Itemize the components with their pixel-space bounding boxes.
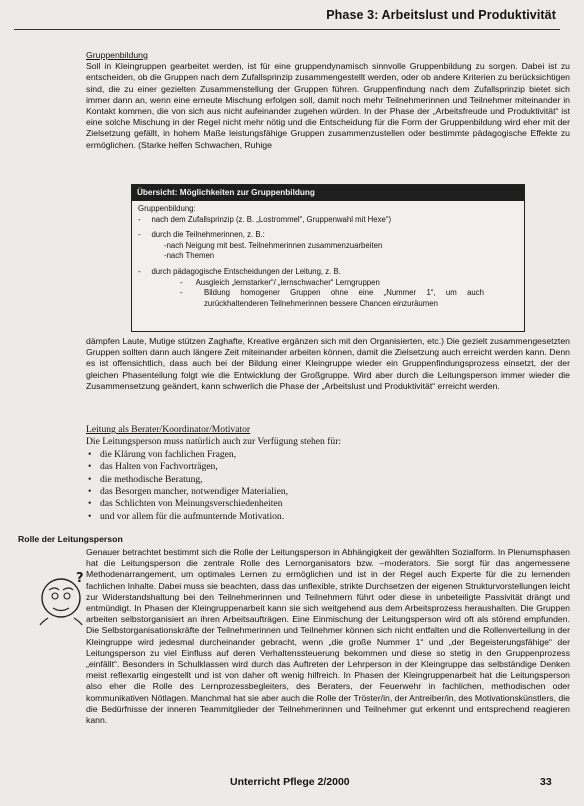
- overview-subitem-text: Ausgleich „lernstarker“/ „lernschwacher“ Lerngruppen: [195, 277, 380, 287]
- footer-publication: Unterricht Pflege 2/2000: [230, 776, 350, 788]
- list-item: • und vor allem für die aufmunternde Motivation.: [86, 511, 570, 523]
- overview-subitem: - Ausgleich „lernstarker“/ „lernschwacher“ Lerngruppen: [180, 277, 380, 287]
- leitung-bullet-list: [86, 449, 570, 523]
- overview-item-text: durch pädagogische Entscheidungen der Leitung, z. B.: [151, 266, 341, 276]
- section-leitung: [86, 424, 570, 523]
- overview-subitem-text: Bildung homogener Gruppen ohne eine „Nummer 1“, um auch zurückhaltenderen Teilnehmerinnen bessere Chancen einzuräumen: [204, 288, 484, 308]
- overview-subitem: -nach Themen: [164, 251, 215, 261]
- rolle-text: Genauer betrachtet bestimmt sich die Rolle der Leitungsperson in Abhängigkeit der gewählten Sozialform. In Plenumsphasen hat die Leitungsperson die zentrale Rolle des Lernorganisators bzw. –moderators. Sie sorgt für das angemessene Methodenarrangement, um optimales Lernen zu ermöglichen und ist in der Regel auch Experte für die zu lernenden fachlichen Inhalte. Dabei muss sie beachten, dass das unflexible, strikte Durchsetzen der eigenen Strukturvorstellungen leicht zur Widerstandshaltung bei den Teilnehmerinnen und Teilnehmern führt oder diese in unbeteiligte Passivität drängt und entmündigt. In Phasen der Kleingruppenarbeit kann sie sich weitgehend aus dem Arbeitsprozess heraushalten. Die Gruppen arbeiten selbstorganisiert an ihren Arbeitsaufträgen. Eine Einmischung der Leitungsperson wird oft als störend empfunden. Die Selbstorganisationskräfte der Teilnehmerinnen und Teilnehmer können sich nicht entfalten und die Rollenverteilung in der Kleingruppe wird jedesmal durcheinander gebracht, wenn „die große Nummer 1“ und „der Begeisterungsfähige“ der Leitungsperson zu viel Einfluss auf deren Verhaltenssteuerung bekommen und diese so stetig in den Gruppenprozess „einfällt“. Besonders in Schulklassen wird durch das Auftreten der Lehrperson in der Kleingruppe das selbständige Denken meist reflexartig eingestellt und ist von daher oft wenig hilfreich. In Phasen der Kleingruppenarbeit hat die Leitungsperson also eher die Rolle des Lernprozessbegleiters, des Beraters, der Feuerwehr in fachlichen, methodischen oder kommunikativen Nötlagen. Manchmal hat sie aber auch die Rolle der Tröster/in, der Antreiber/in, des Motivationskünstlers, die die Bedürfnisse der inneren Teammitglieder der Teilnehmerinnen und Teilnehmer gut erkennt und entsprechend reagieren kann.: [86, 547, 570, 726]
- overview-item-text: durch die Teilnehmerinnen, z. B.:: [151, 230, 265, 240]
- overview-item: - durch die Teilnehmerinnen, z. B.:: [138, 230, 265, 240]
- overview-subitem: -nach Neigung mit best. Teilnehmerinnen zusammenzuarbeiten: [164, 240, 383, 250]
- list-item: • die Klärung von fachlichen Fragen,: [86, 449, 570, 461]
- svg-text:?: ?: [76, 571, 84, 586]
- list-item: • das Besorgen mancher, notwendiger Materialien,: [86, 486, 570, 498]
- leitung-heading: Leitung als Berater/Koordinator/Motivator: [86, 424, 251, 435]
- footer-page-number: 33: [540, 776, 552, 788]
- header-rule: [14, 29, 560, 30]
- rolle-side-heading: Rolle der Leitungsperson: [18, 534, 123, 544]
- list-item: • das Halten von Fachvorträgen,: [86, 461, 570, 473]
- overview-item: - durch pädagogische Entscheidungen der Leitung, z. B.: [138, 266, 341, 276]
- continuation-text: dämpfen Laute, Mutige stützen Zaghafte, Kreative ergänzen sich mit den Organisierten, etc.) Die gezielt zusammengesetzten Gruppen sollten dann auch längere Zeit miteinander arbeiten können, damit die Zielsetzung auch erreicht werden kann. Denn es ist offensichtlich, dass auch bei der Bildung einer Kleingruppe wieder ein Gruppenfindungsprozess einsetzt, der der gleichen Phasenteilung folgt wie die Entwicklung der Großgruppe. Wird aber durch die Leitungsperson immer wieder die Zusammensetzung geändert, kann schwerlich die Phase der „Arbeitslust und Produktivität“ erreicht werden.: [86, 336, 570, 391]
- overview-item-text: nach dem Zufallsprinzip (z. B. „Lostrommel“, Gruppenwahl mit Hexe“): [151, 214, 392, 224]
- overview-intro: Gruppenbildung:: [138, 204, 196, 213]
- section-continuation: [86, 336, 570, 392]
- overview-title: Übersicht: Möglichkeiten zur Gruppenbildung: [132, 185, 524, 201]
- face-question-icon: [36, 568, 88, 626]
- leitung-intro: Die Leitungsperson muss natürlich auch zur Verfügung stehen für:: [86, 436, 342, 448]
- page-header: Phase 3: Arbeitslust und Produktivität: [326, 8, 556, 22]
- gruppenbildung-heading: Gruppenbildung: [86, 50, 148, 60]
- overview-subitem: - Bildung homogener Gruppen ohne eine „Nummer 1“, um auch zurückhaltenderen Teilnehmerinnen bessere Chancen einzuräumen: [180, 288, 484, 308]
- list-item: • das Schlichten von Meinungsverschiedenheiten: [86, 498, 570, 510]
- overview-item: - nach dem Zufallsprinzip (z. B. „Lostrommel“, Gruppenwahl mit Hexe“): [138, 214, 392, 224]
- section-rolle: [86, 547, 570, 726]
- gruppenbildung-text: Soll in Kleingruppen gearbeitet werden, ist für eine gruppendynamisch sinnvolle Gruppenbildung zu sorgen. Dabei ist zu entscheiden, ob die Gruppen nach dem Zufallsprinzip zusammengestellt werden, oder ob andere Kriterien zu berücksichtigen sind, die zu einer gezielten Zusammenstellung der Gruppen führen. Gruppenfindung nach dem Zufallsprinzip bietet sich immer dann an, wenn eine erneute Mischung erfolgen soll, damit noch mehr Teilnehmerinnen und Teilnehmer miteinander in Kontakt kommen, die von sich aus nicht aufeinander zugehen würden. In der Phase der „Arbeitsfreude und Produktivität“ ist eine solche Mischung in der Regel nicht mehr nötig und die Entscheidung für die Form der Gruppenbildung wird eher mit der Zielsetzung gefällt, in hohem Maße leistungsfähige Gruppen zusammenzustellen oder bestimmte pädagogische Effekte zu ermöglichen. (Starke helfen Schwachen, Ruhige: [86, 61, 570, 150]
- list-item: • die methodische Beratung,: [86, 474, 570, 486]
- overview-body: [132, 201, 524, 309]
- section-gruppenbildung: [86, 50, 570, 151]
- overview-box: [131, 184, 525, 332]
